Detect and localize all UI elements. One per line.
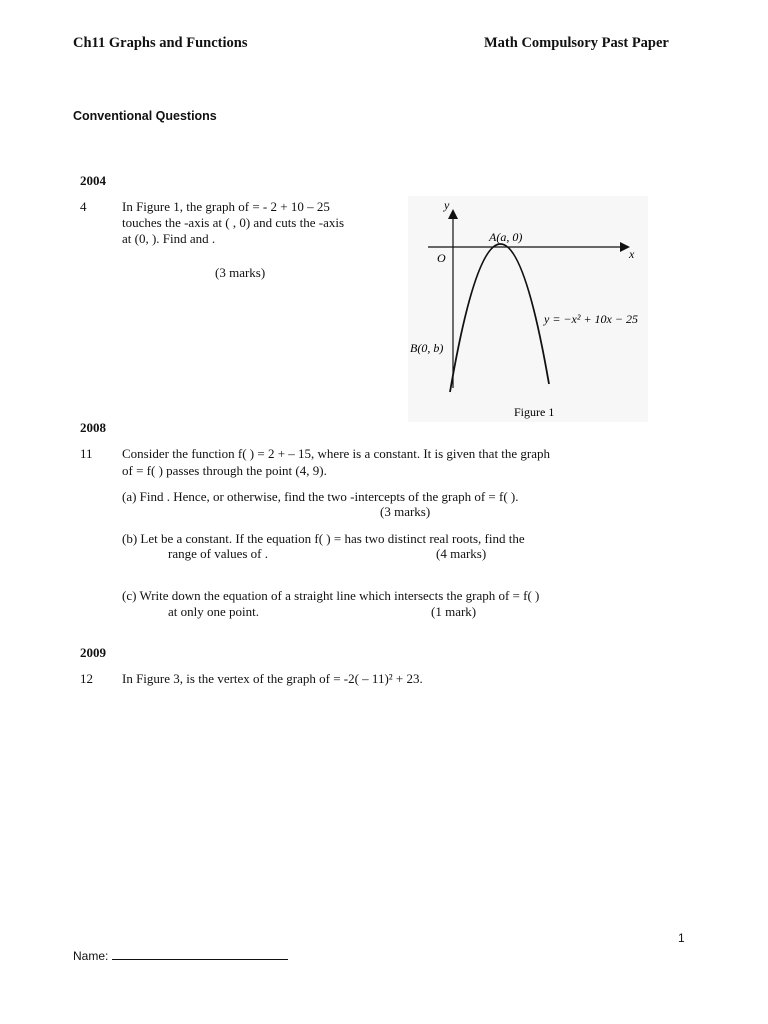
header-chapter-title: Ch11 Graphs and Functions xyxy=(73,35,248,51)
y-axis-arrow-icon xyxy=(448,209,458,219)
part-c-text: (c) Write down the equation of a straight line which intersects the graph of = f( ) xyxy=(122,588,540,603)
year-2004: 2004 xyxy=(80,173,106,188)
curve-equation-label: y = −x² + 10x − 25 xyxy=(544,312,638,326)
question-text-line: In Figure 1, the graph of = - 2 + 10 – 25 xyxy=(122,199,330,214)
marks-label: (3 marks) xyxy=(215,265,266,280)
point-b-label: B(0, b) xyxy=(410,341,444,355)
name-blank-field[interactable] xyxy=(112,947,288,960)
name-label: Name: xyxy=(73,949,109,963)
year-2008: 2008 xyxy=(80,420,106,435)
section-title: Conventional Questions xyxy=(73,109,217,123)
part-b-text: (b) Let be a constant. If the equation f( ) = has two distinct real roots, find the xyxy=(122,531,525,546)
part-a-text: (a) Find . Hence, or otherwise, find the two -intercepts of the graph of = f( ). xyxy=(122,489,519,504)
question-number: 11 xyxy=(80,446,93,461)
question-text-line: touches the -axis at ( , 0) and cuts the -axis xyxy=(122,215,345,230)
x-axis-label: x xyxy=(629,247,635,261)
parabola-curve xyxy=(450,244,549,392)
part-b-text: range of values of . xyxy=(168,546,268,561)
point-a-label: A(a, 0) xyxy=(489,230,523,244)
question-text-line: Consider the function f( ) = 2 + – 15, where is a constant. It is given that the graph xyxy=(122,446,551,461)
name-line xyxy=(73,947,288,963)
figure-1 xyxy=(408,196,648,422)
question-text-line: of = f( ) passes through the point (4, 9). xyxy=(122,463,327,478)
question-text-line: at (0, ). Find and . xyxy=(122,231,216,246)
figure-1-graph xyxy=(408,196,648,422)
figure-caption: Figure 1 xyxy=(514,405,555,419)
header-paper-title: Math Compulsory Past Paper xyxy=(484,35,669,51)
origin-label: O xyxy=(437,251,446,265)
question-number: 12 xyxy=(80,671,93,686)
year-2009: 2009 xyxy=(80,645,106,660)
part-a-marks: (3 marks) xyxy=(380,504,431,519)
page-number: 1 xyxy=(678,931,685,945)
part-c-marks: (1 mark) xyxy=(431,604,477,619)
part-c-text: at only one point. xyxy=(168,604,259,619)
question-text-line: In Figure 3, is the vertex of the graph of = -2( – 11)² + 23. xyxy=(122,671,423,686)
part-b-marks: (4 marks) xyxy=(436,546,487,561)
y-axis-label: y xyxy=(444,198,450,212)
question-number: 4 xyxy=(80,199,87,214)
